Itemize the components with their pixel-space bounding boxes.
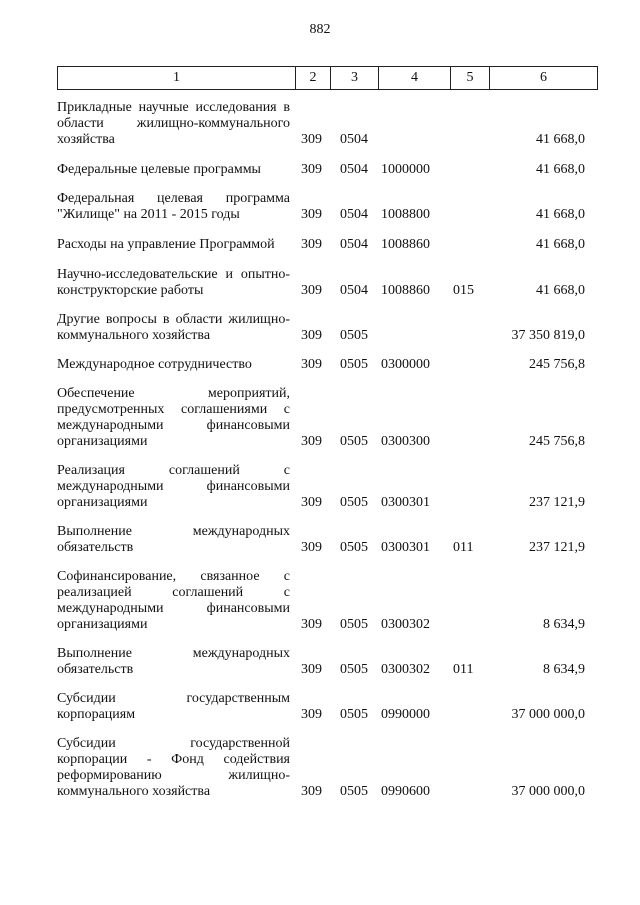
row-sum: 37 350 819,0 <box>511 328 585 343</box>
row-sum: 8 634,9 <box>543 662 585 677</box>
table-row <box>57 524 598 556</box>
row-cs: 1008860 <box>381 237 430 252</box>
row-pr: 0505 <box>340 540 368 555</box>
row-name: Субсидии государственным корпорациям <box>57 691 290 722</box>
row-rz: 309 <box>301 237 322 252</box>
row-vr: 011 <box>453 540 474 555</box>
row-cs: 0990000 <box>381 707 430 722</box>
table-header <box>57 66 598 90</box>
row-name: Международное сотрудничество <box>57 357 252 372</box>
row-name: Прикладные научные исследования в области жилищно-коммунального хозяйства <box>57 100 290 147</box>
row-name: Федеральная целевая программа "Жилище" на 2011 - 2015 годы <box>57 191 290 222</box>
row-rz: 309 <box>301 434 322 449</box>
row-sum: 37 000 000,0 <box>511 707 585 722</box>
row-cs: 0990600 <box>381 784 430 799</box>
row-name: Другие вопросы в области жилищно-коммунального хозяйства <box>57 312 290 343</box>
table-row <box>57 162 598 178</box>
header-col-1: 1 <box>173 70 180 85</box>
row-rz: 309 <box>301 283 322 298</box>
row-name: Выполнение международных обязательств <box>57 646 290 677</box>
table-row <box>57 386 598 450</box>
header-col-6: 6 <box>489 67 597 89</box>
row-pr: 0504 <box>340 283 368 298</box>
table-row <box>57 191 598 223</box>
row-cs: 1008860 <box>381 283 430 298</box>
row-sum: 37 000 000,0 <box>511 784 585 799</box>
row-pr: 0505 <box>340 662 368 677</box>
row-sum: 41 668,0 <box>536 207 585 222</box>
row-name: Расходы на управление Программой <box>57 237 275 252</box>
table-row <box>57 569 598 633</box>
table-row <box>57 100 598 148</box>
table-row <box>57 357 598 373</box>
row-pr: 0505 <box>340 495 368 510</box>
row-rz: 309 <box>301 617 322 632</box>
table-row <box>57 463 598 511</box>
row-pr: 0505 <box>340 434 368 449</box>
row-vr: 015 <box>453 283 474 298</box>
table-row <box>57 646 598 678</box>
row-pr: 0505 <box>340 328 368 343</box>
row-name: Федеральные целевые программы <box>57 162 261 177</box>
row-sum: 41 668,0 <box>536 237 585 252</box>
header-col-4: 4 <box>378 67 450 89</box>
row-vr: 011 <box>453 662 474 677</box>
row-cs: 0300000 <box>381 357 430 372</box>
table-row <box>57 267 598 299</box>
row-pr: 0505 <box>340 617 368 632</box>
row-rz: 309 <box>301 162 322 177</box>
table-row <box>57 312 598 344</box>
row-name: Обеспечение мероприятий, предусмотренных соглашениями с международными финансовыми организациями <box>57 386 290 449</box>
row-pr: 0504 <box>340 132 368 147</box>
row-cs: 1008800 <box>381 207 430 222</box>
row-name: Реализация соглашений с международными финансовыми организациями <box>57 463 290 510</box>
header-col-3: 3 <box>330 67 378 89</box>
row-name: Субсидии государственной корпорации - Фонд содействия реформированию жилищно-коммунального хозяйства <box>57 736 290 799</box>
row-pr: 0505 <box>340 784 368 799</box>
row-name: Научно-исследовательские и опытно-конструкторские работы <box>57 267 290 298</box>
row-rz: 309 <box>301 357 322 372</box>
row-cs: 1000000 <box>381 162 430 177</box>
row-rz: 309 <box>301 540 322 555</box>
row-rz: 309 <box>301 495 322 510</box>
row-sum: 245 756,8 <box>529 434 585 449</box>
row-pr: 0505 <box>340 707 368 722</box>
row-name: Выполнение международных обязательств <box>57 524 290 555</box>
row-cs: 0300301 <box>381 495 430 510</box>
header-col-2: 2 <box>295 67 330 89</box>
row-cs: 0300300 <box>381 434 430 449</box>
page-number: 882 <box>309 22 331 37</box>
row-sum: 245 756,8 <box>529 357 585 372</box>
row-sum: 41 668,0 <box>536 283 585 298</box>
row-rz: 309 <box>301 707 322 722</box>
row-sum: 8 634,9 <box>543 617 585 632</box>
row-cs: 0300301 <box>381 540 430 555</box>
row-pr: 0504 <box>340 237 368 252</box>
table-row <box>57 237 598 253</box>
row-sum: 41 668,0 <box>536 132 585 147</box>
header-col-5: 5 <box>450 67 489 89</box>
row-sum: 41 668,0 <box>536 162 585 177</box>
row-pr: 0504 <box>340 162 368 177</box>
row-cs: 0300302 <box>381 662 430 677</box>
row-rz: 309 <box>301 207 322 222</box>
row-rz: 309 <box>301 328 322 343</box>
row-rz: 309 <box>301 132 322 147</box>
row-pr: 0504 <box>340 207 368 222</box>
row-sum: 237 121,9 <box>529 540 585 555</box>
row-name: Софинансирование, связанное с реализацией соглашений с международными финансовыми организациями <box>57 569 290 632</box>
row-rz: 309 <box>301 784 322 799</box>
row-rz: 309 <box>301 662 322 677</box>
row-sum: 237 121,9 <box>529 495 585 510</box>
row-pr: 0505 <box>340 357 368 372</box>
table-row <box>57 691 598 723</box>
row-cs: 0300302 <box>381 617 430 632</box>
table-row <box>57 736 598 800</box>
